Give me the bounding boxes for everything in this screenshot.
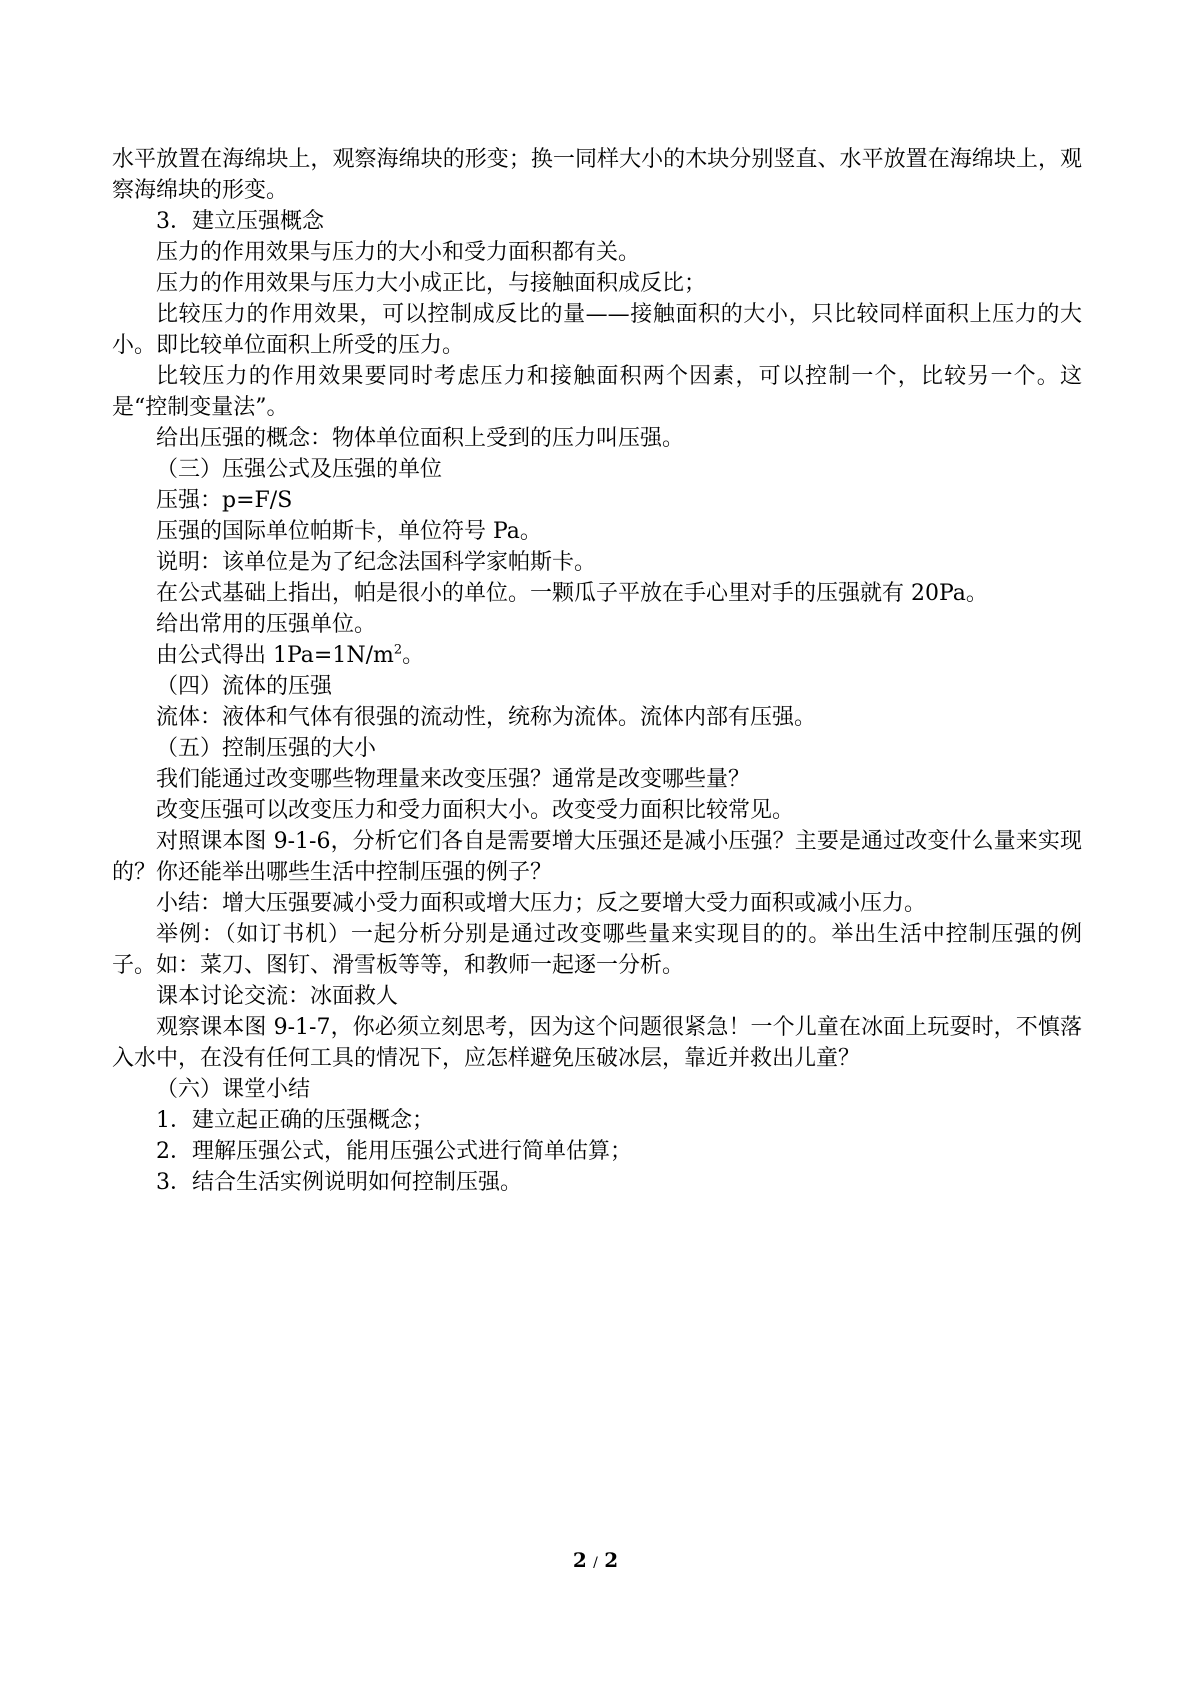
unit-formula-exponent: 2 — [393, 642, 403, 658]
paragraph: 改变压强可以改变压力和受力面积大小。改变受力面积比较常见。 — [156, 798, 795, 823]
formula-line: 压强：p=F/S — [156, 488, 293, 513]
document-body — [112, 144, 1082, 1198]
paragraph: 压强的国际单位帕斯卡，单位符号 Pa。 — [156, 519, 542, 544]
list-item: 2．理解压强公式，能用压强公式进行简单估算； — [156, 1139, 632, 1164]
section-heading: （三）压强公式及压强的单位 — [156, 457, 443, 482]
unit-formula-tail: 。 — [402, 643, 425, 668]
section-heading: （五）控制压强的大小 — [156, 736, 377, 761]
paragraph: 对照课本图 9-1-6，分析它们各自是需要增大压强还是减小压强？主要是通过改变什么量来实现的？你还能举出哪些生活中控制压强的例子？ — [112, 829, 1082, 885]
paragraph: 观察课本图 9-1-7，你必须立刻思考，因为这个问题很紧急！一个儿童在冰面上玩耍时，不慎落入水中，在没有任何工具的情况下，应怎样避免压破冰层，靠近并救出儿童？ — [112, 1015, 1082, 1071]
page-separator: / — [593, 1555, 598, 1571]
unit-formula-line — [112, 640, 1082, 671]
paragraph: 小结：增大压强要减小受力面积或增大压力；反之要增大受力面积或减小压力。 — [156, 891, 927, 916]
list-item: 3．结合生活实例说明如何控制压强。 — [156, 1170, 522, 1195]
page-total: 2 — [604, 1548, 619, 1572]
page-number — [0, 1548, 1191, 1572]
paragraph: 说明：该单位是为了纪念法国科学家帕斯卡。 — [156, 550, 597, 575]
paragraph: 比较压力的作用效果要同时考虑压力和接触面积两个因素，可以控制一个，比较另一个。这是“控制变量法”。 — [112, 364, 1082, 420]
list-item: 1．建立起正确的压强概念； — [156, 1108, 434, 1133]
page-current: 2 — [572, 1548, 587, 1572]
section-heading: 3．建立压强概念 — [156, 209, 324, 234]
unit-formula-text: 由公式得出 1Pa=1N/m — [156, 643, 394, 668]
paragraph: 比较压力的作用效果，可以控制成反比的量——接触面积的大小，只比较同样面积上压力的大小。即比较单位面积上所受的压力。 — [112, 302, 1082, 358]
paragraph: 给出压强的概念：物体单位面积上受到的压力叫压强。 — [156, 426, 685, 451]
paragraph: 流体：液体和气体有很强的流动性，统称为流体。流体内部有压强。 — [156, 705, 817, 730]
paragraph: 压力的作用效果与压力的大小和受力面积都有关。 — [156, 240, 641, 265]
paragraph: 我们能通过改变哪些物理量来改变压强？通常是改变哪些量？ — [156, 767, 751, 792]
paragraph: 举例：（如订书机）一起分析分别是通过改变哪些量来实现目的的。举出生活中控制压强的例子。如：菜刀、图钉、滑雪板等等，和教师一起逐一分析。 — [112, 922, 1082, 978]
section-heading: （六）课堂小结 — [156, 1077, 311, 1102]
paragraph: 水平放置在海绵块上，观察海绵块的形变；换一同样大小的木块分别竖直、水平放置在海绵块上，观察海绵块的形变。 — [112, 147, 1082, 203]
paragraph: 压力的作用效果与压力大小成正比，与接触面积成反比； — [156, 271, 707, 296]
paragraph: 在公式基础上指出，帕是很小的单位。一颗瓜子平放在手心里对手的压强就有 20Pa。 — [156, 581, 988, 606]
paragraph: 课本讨论交流：冰面救人 — [156, 984, 399, 1009]
section-heading: （四）流体的压强 — [156, 674, 333, 699]
paragraph: 给出常用的压强单位。 — [156, 612, 377, 637]
